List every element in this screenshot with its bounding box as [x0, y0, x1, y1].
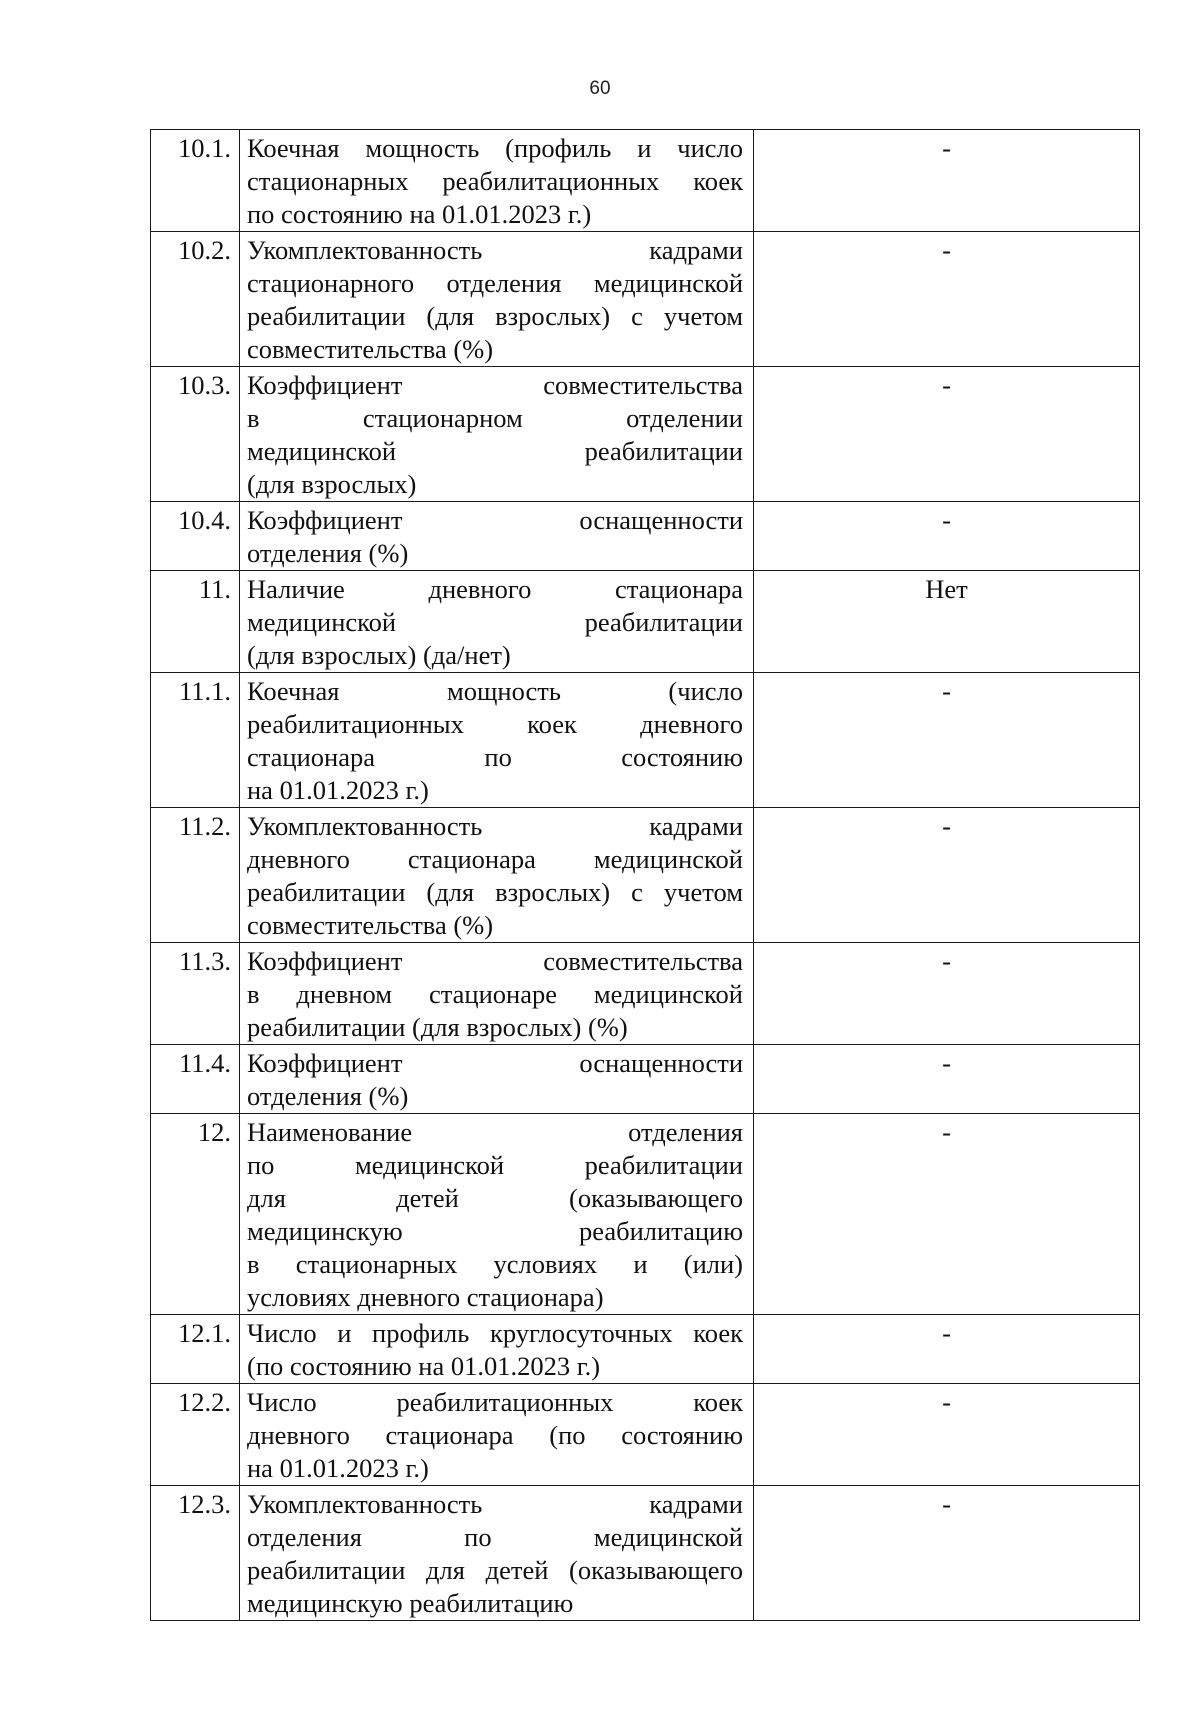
indicator-description [240, 571, 754, 673]
table-row [151, 673, 1140, 808]
indicator-value: - [754, 673, 1140, 808]
indicator-value: - [754, 232, 1140, 367]
description-line: медицинской реабилитации [247, 436, 743, 466]
description-line: медицинской реабилитации [247, 607, 743, 637]
description-line: медицинскую реабилитацию [247, 1588, 574, 1618]
description-line: реабилитации для детей (оказывающего [247, 1555, 743, 1585]
row-number: 12.2. [151, 1384, 240, 1486]
indicator-description [240, 502, 754, 571]
indicator-description [240, 1315, 754, 1384]
description-line: в дневном стационаре медицинской [247, 979, 743, 1009]
description-line: условиях дневного стационара) [247, 1282, 604, 1312]
description-line: (для взрослых) (да/нет) [247, 640, 511, 670]
indicator-description [240, 673, 754, 808]
indicator-value: - [754, 1045, 1140, 1114]
row-number: 10.1. [151, 130, 240, 232]
description-line: стационара по состоянию [247, 742, 743, 772]
description-line: дневного стационара медицинской [247, 844, 743, 874]
indicator-value: - [754, 367, 1140, 502]
row-number: 12.3. [151, 1486, 240, 1621]
description-line: для детей (оказывающего [247, 1183, 743, 1213]
description-line: Коэффициент совместительства [247, 370, 743, 400]
indicator-value: - [754, 502, 1140, 571]
row-number: 10.4. [151, 502, 240, 571]
description-line: Коэффициент оснащенности [247, 505, 743, 535]
description-line: (для взрослых) [247, 469, 417, 499]
description-line: стационарного отделения медицинской [247, 268, 743, 298]
description-line: совместительства (%) [247, 910, 494, 940]
description-line: совместительства (%) [247, 334, 494, 364]
indicator-description [240, 232, 754, 367]
table-row [151, 1384, 1140, 1486]
description-line: реабилитации (для взрослых) с учетом [247, 877, 743, 907]
indicator-description [240, 943, 754, 1045]
indicator-description [240, 1486, 754, 1621]
description-line: отделения (%) [247, 1081, 409, 1111]
description-line: по состоянию на 01.01.2023 г.) [247, 199, 592, 229]
description-line: по медицинской реабилитации [247, 1150, 743, 1180]
indicator-description [240, 808, 754, 943]
table-row [151, 367, 1140, 502]
description-line: Укомплектованность кадрами [247, 1489, 743, 1519]
indicator-value: - [754, 808, 1140, 943]
table-row [151, 1114, 1140, 1315]
row-number: 12.1. [151, 1315, 240, 1384]
description-line: Укомплектованность кадрами [247, 811, 743, 841]
indicator-value: - [754, 1315, 1140, 1384]
description-line: отделения (%) [247, 538, 409, 568]
indicator-description [240, 1114, 754, 1315]
row-number: 11.1. [151, 673, 240, 808]
description-line: реабилитационных коек дневного [247, 709, 743, 739]
row-number: 11.3. [151, 943, 240, 1045]
table-row [151, 502, 1140, 571]
indicator-value: - [754, 130, 1140, 232]
indicator-description [240, 130, 754, 232]
description-line: Число реабилитационных коек [247, 1387, 743, 1417]
description-line: Наличие дневного стационара [247, 574, 743, 604]
row-number: 12. [151, 1114, 240, 1315]
description-line: на 01.01.2023 г.) [247, 1453, 429, 1483]
description-line: Коечная мощность (число [247, 676, 743, 706]
row-number: 11.4. [151, 1045, 240, 1114]
indicator-description [240, 1384, 754, 1486]
table-row [151, 1315, 1140, 1384]
indicator-value: Нет [754, 571, 1140, 673]
description-line: на 01.01.2023 г.) [247, 775, 429, 805]
table-row [151, 1045, 1140, 1114]
table-row [151, 571, 1140, 673]
page-number: 60 [589, 78, 611, 99]
description-line: в стационарных условиях и (или) [247, 1249, 743, 1279]
description-line: Число и профиль круглосуточных коек [247, 1318, 743, 1348]
table-row [151, 1486, 1140, 1621]
description-line: медицинскую реабилитацию [247, 1216, 743, 1246]
description-line: Коэффициент совместительства [247, 946, 743, 976]
indicator-value: - [754, 1384, 1140, 1486]
description-line: в стационарном отделении [247, 403, 743, 433]
row-number: 11. [151, 571, 240, 673]
indicator-value: - [754, 1114, 1140, 1315]
table-body [151, 130, 1140, 1621]
table-row [151, 943, 1140, 1045]
table-row [151, 808, 1140, 943]
description-line: дневного стационара (по состоянию [247, 1420, 743, 1450]
description-line: реабилитации (для взрослых) (%) [247, 1012, 628, 1042]
table-row [151, 232, 1140, 367]
description-line: Коечная мощность (профиль и число [247, 133, 743, 163]
description-line: отделения по медицинской [247, 1522, 743, 1552]
document-table [150, 129, 1140, 1621]
table-row [151, 130, 1140, 232]
description-line: Коэффициент оснащенности [247, 1048, 743, 1078]
description-line: реабилитации (для взрослых) с учетом [247, 301, 743, 331]
indicator-value: - [754, 943, 1140, 1045]
indicator-description [240, 367, 754, 502]
description-line: Наименование отделения [247, 1117, 743, 1147]
description-line: (по состоянию на 01.01.2023 г.) [247, 1351, 601, 1381]
description-line: стационарных реабилитационных коек [247, 166, 743, 196]
indicator-description [240, 1045, 754, 1114]
row-number: 10.2. [151, 232, 240, 367]
row-number: 11.2. [151, 808, 240, 943]
indicator-value: - [754, 1486, 1140, 1621]
row-number: 10.3. [151, 367, 240, 502]
description-line: Укомплектованность кадрами [247, 235, 743, 265]
